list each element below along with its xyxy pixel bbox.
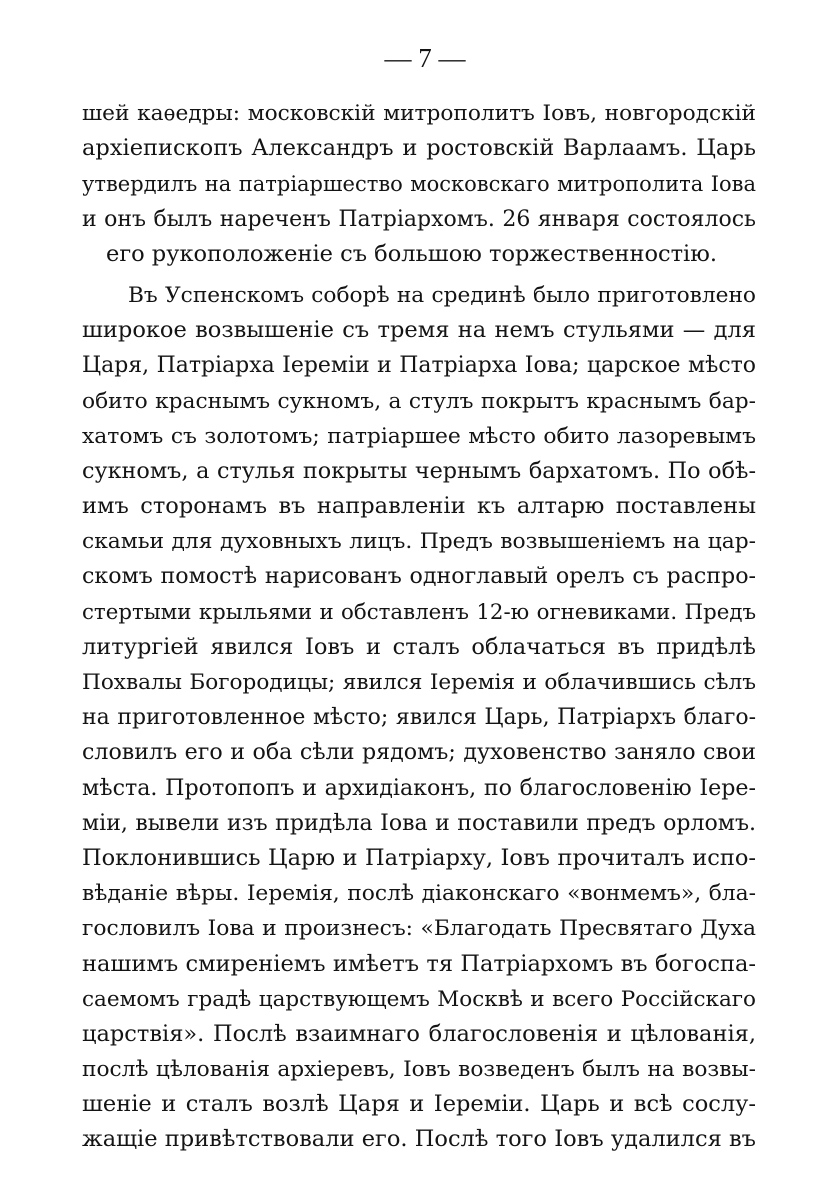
text-line: утвердилъ на патріаршество московскаго митрополита Іова <box>82 171 756 197</box>
text-line: обито краснымъ сукномъ, а стулъ покрытъ краснымъ бар- <box>82 388 756 414</box>
text-line: на приготовленное мѣсто; явился Царь, Патріархъ благо- <box>82 705 756 731</box>
text-line: архіепископъ Александръ и ростовскій Варлаамъ. Царь <box>82 135 756 162</box>
text-line: нашимъ смиреніемъ имѣетъ тя Патріархомъ въ богоспа- <box>82 950 756 977</box>
text-line: имъ сторонамъ въ направленіи къ алтарю поставлены <box>82 493 756 520</box>
text-line: послѣ цѣлованія архіеревъ, Іовъ возведенъ былъ на возвы- <box>82 1057 756 1083</box>
text-line: саемомъ градѣ царствующемъ Москвѣ и всего Россійскаго <box>82 986 756 1012</box>
text-line: Похвалы Богородицы; явился Іеремія и облачившись сѣлъ <box>82 670 756 695</box>
text-line: мѣста. Протопопъ и архидіаконъ, по благословенію Іере- <box>82 774 756 801</box>
text-line: Царя, Патріарха Іереміи и Патріарха Іова; царское мѣсто <box>82 353 756 379</box>
text-line: вѣданіе вѣры. Іеремія, послѣ діаконскаго «вонмемъ», бла- <box>82 881 756 907</box>
text-line: скомъ помостѣ нарисованъ одноглавый орелъ съ распро- <box>82 563 756 590</box>
text-line: словилъ его и оба сѣли рядомъ; духовенство заняло свои <box>82 739 756 766</box>
text-line: и онъ былъ нареченъ Патріархомъ. 26 января состоялось <box>82 206 756 232</box>
text-line: шеніе и сталъ возлѣ Царя и Іереміи. Царь и всѣ сослу- <box>82 1091 756 1118</box>
text-line: міи, вывели изъ придѣла Іова и поставили предъ орломъ. <box>82 810 756 836</box>
text-line: Поклонившись Царю и Патріарху, Іовъ прочиталъ испо- <box>82 844 756 871</box>
text-line: хатомъ съ золотомъ; патріаршее мѣсто обито лазоревымъ <box>82 423 756 449</box>
paragraph-1 <box>82 96 756 272</box>
text-line: сукномъ, а стулья покрыты чернымъ бархатомъ. По обѣ- <box>82 457 756 484</box>
text-line: Въ Успенскомъ соборѣ на срединѣ было приготовлено <box>128 282 756 308</box>
text-line: скамьи для духовныхъ лицъ. Предъ возвышеніемъ на цар- <box>82 529 756 555</box>
text-line: жащіе привѣтствовали его. Послѣ того Іовъ удалился въ <box>82 1126 756 1153</box>
text-line: шей каѳедры: московскій митрополитъ Іовъ, новгородскій <box>82 101 756 126</box>
text-line: его рукоположеніе съ большою торжественностію. <box>106 240 717 267</box>
text-line: царствія». Послѣ взаимнаго благословенія и цѣлованія, <box>82 1020 756 1047</box>
paragraph-2 <box>82 278 756 1158</box>
text-line: стертыми крыльями и обставленъ 12-ю огневиками. Предъ <box>82 599 756 625</box>
text-line: гословилъ Іова и произнесъ: «Благодать Пресвятаго Духа <box>82 916 756 942</box>
body-text <box>82 96 756 1158</box>
page-number: — 7 — <box>384 43 466 73</box>
text-line: широкое возвышеніе съ тремя на немъ стульями — для <box>82 317 756 344</box>
text-line: литургіей явился Іовъ и сталъ облачаться въ придѣлѣ <box>82 633 756 660</box>
